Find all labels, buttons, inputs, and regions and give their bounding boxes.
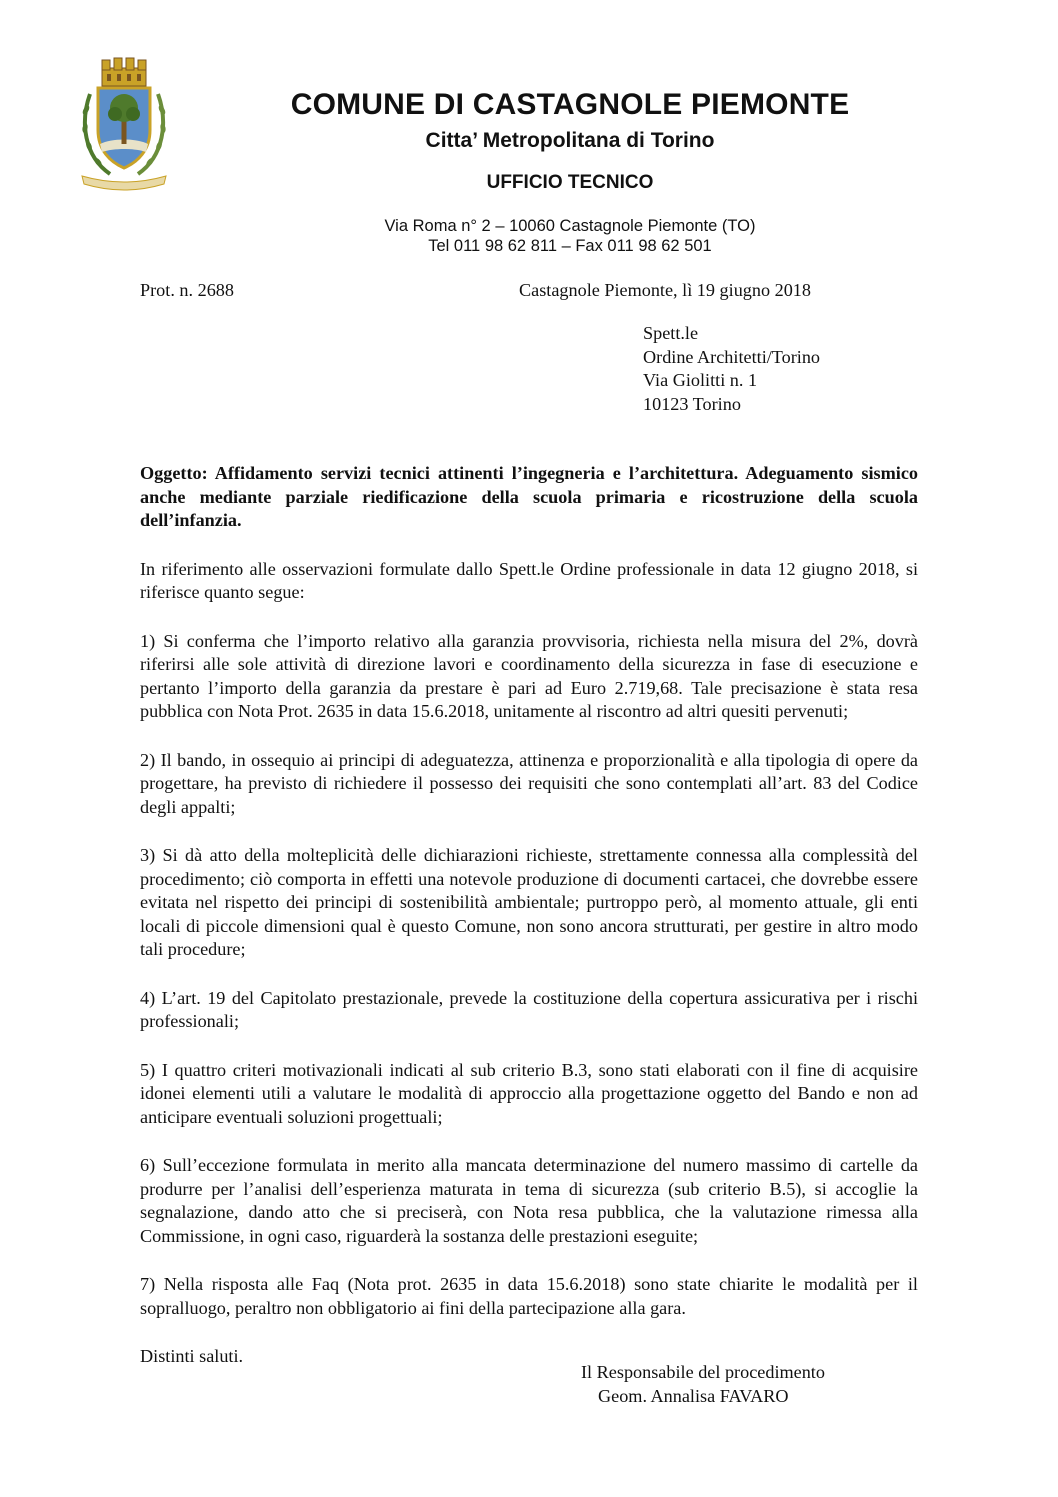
intro-paragraph: In riferimento alle osservazioni formulate dallo Spett.le Ordine professionale in data 12 giugno 2018, si riferisce quanto segue: xyxy=(140,558,918,602)
office-address-block xyxy=(180,216,960,256)
paragraph-1: 1) Si conferma che l’importo relativo alla garanzia provvisoria, richiesta nella misura del 2%, dovrà riferirsi alle sole attività di direzione lavori e coordinamento della sicurezza in fase di esecuzione e pertanto l’importo della garanzia da prestare è pari ad Euro 2.719,68. Tale precisazione è stata resa pubblica con Nota Prot. 2635 in data 15.6.2018, unitamente al riscontro ad altri quesiti pervenuti; xyxy=(140,630,918,721)
paragraph-2: 2) Il bando, in ossequio ai principi di adeguatezza, attinenza e proporzionalità e alla tipologia di opere da progettare, ha previsto di richiedere il possesso dei requisiti che sono contemplati all’art. 83 del Codice degli appalti; xyxy=(140,749,918,817)
recipient-line: Via Giolitti n. 1 xyxy=(643,370,758,390)
paragraph-5: 5) I quattro criteri motivazionali indicati al sub criterio B.3, sono stati elaborati con il fine di acquisire idonei elementi utili a valutare le modalità di approccio alla progettazione oggetto del Bando e non ad anticipare eventuali soluzioni progettuali; xyxy=(140,1059,918,1127)
paragraph-3: 3) Si dà atto della molteplicità delle dichiarazioni richieste, strettamente connessa alla complessità del procedimento; ciò comporta in effetti una notevole produzione di documenti cartacei, che dovrebbe essere evitata nel rispetto dei principi di sostenibilità ambientale; purtroppo però, al momento attuale, gli enti locali di piccole dimensioni qual è questo Comune, non sono ancora strutturati, per gestire in altro modo tali procedure; xyxy=(140,845,918,959)
place-date: Castagnole Piemonte, lì 19 giugno 2018 xyxy=(519,280,811,300)
metropolitan-city-subtitle: Citta’ Metropolitana di Torino xyxy=(425,129,715,152)
letter-body xyxy=(140,462,918,1369)
recipient-line: Ordine Architetti/Torino xyxy=(643,346,821,367)
signature-block xyxy=(581,1361,825,1408)
crown-icon xyxy=(102,58,146,86)
paragraph-6: 6) Sull’eccezione formulata in merito alla mancata determinazione del numero massimo di cartelle da produrre per l’analisi dell’esperienza maturata in tema di sicurezza (sub criterio B.5), si accoglie la segnalazione, dando atto che si preciserà, con Nota resa pubblica, che la valutazione rimessa alla Commissione, in ogni caso, riguarderà la sostanza delle prestazioni eseguite; xyxy=(140,1155,918,1246)
paragraph-7: 7) Nella risposta alle Faq (Nota prot. 2635 in data 15.6.2018) sono state chiarite le modalità per il sopralluogo, peraltro non obbligatorio ai fini della partecipazione alla gara. xyxy=(140,1274,918,1318)
paragraph-4: 4) L’art. 19 del Capitolato prestazionale, prevede la costituzione della copertura assicurativa per i rischi professionali; xyxy=(140,987,918,1031)
signature-role: Il Responsabile del procedimento xyxy=(581,1362,825,1382)
office-address: Via Roma n° 2 – 10060 Castagnole Piemonte (TO) xyxy=(384,217,756,235)
municipality-title: COMUNE DI CASTAGNOLE PIEMONTE xyxy=(290,88,850,121)
recipient-line: Spett.le xyxy=(643,323,699,343)
signature-name: Geom. Annalisa FAVARO xyxy=(598,1385,789,1406)
subject-line: Oggetto: Affidamento servizi tecnici attinenti l’ingegneria e l’architettura. Adeguamento sismico anche mediante parziale riedificazione della scuola primaria e ricostruzione della scuola dell’infanzia. xyxy=(140,463,918,530)
closing-greeting: Distinti saluti. xyxy=(140,1346,244,1366)
recipient-line: 10123 Torino xyxy=(643,393,741,414)
coat-of-arms-icon xyxy=(76,52,172,192)
office-contacts: Tel 011 98 62 811 – Fax 011 98 62 501 xyxy=(428,237,712,255)
protocol-number: Prot. n. 2688 xyxy=(140,280,234,300)
office-name: UFFICIO TECNICO xyxy=(486,172,654,193)
recipient-block xyxy=(643,322,820,416)
